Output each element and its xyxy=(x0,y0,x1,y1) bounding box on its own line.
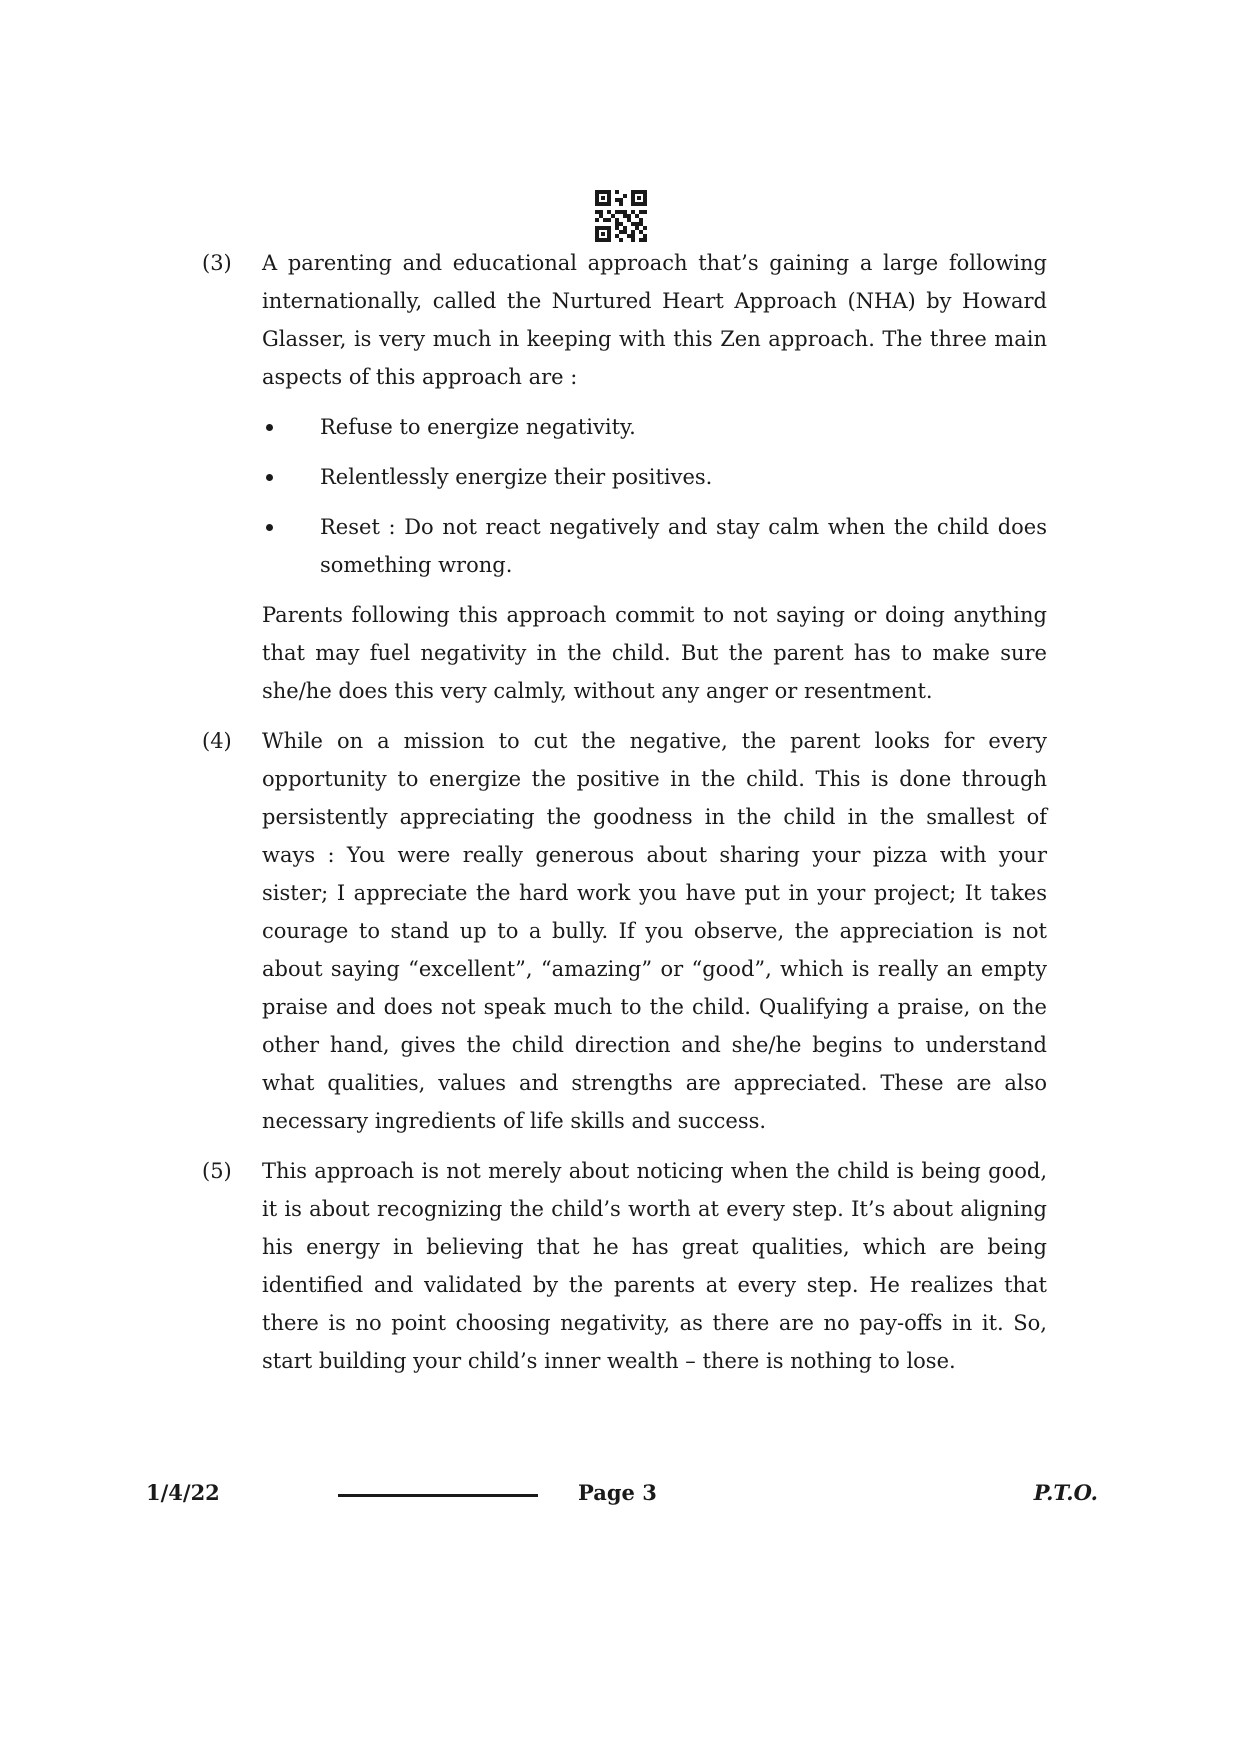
bullet-text: Reset : Do not react negatively and stay calm when the child does something wrong. xyxy=(320,515,1047,577)
paragraph-followup: Parents following this approach commit to not saying or doing anything that may fuel negativity in the child. But the parent has to make sure she/he does this very calmly, without any anger or resentment. xyxy=(262,603,1047,703)
bullet-text: Refuse to energize negativity. xyxy=(320,415,636,439)
list-item xyxy=(262,458,1047,496)
page-footer xyxy=(146,1480,1098,1514)
list-item xyxy=(262,408,1047,446)
paper-code: 1/4/22 xyxy=(146,1480,220,1505)
bullet-list xyxy=(262,408,1047,584)
passage-content xyxy=(202,244,1047,1392)
footer-rule xyxy=(338,1494,538,1497)
page-number: Page 3 xyxy=(578,1480,657,1505)
paragraph-number: (5) xyxy=(202,1159,232,1183)
paragraph-text: While on a mission to cut the negative, the parent looks for every opportunity to energize the positive in the child. This is done through persistently appreciating the goodness in the child in the smallest of ways : You were really generous about sharing your pizza with your sister; I appreciate the hard work you have put in your project; It takes courage to stand up to a bully. If you observe, the appreciation is not about saying “excellent”, “amazing” or “good”, which is really an empty praise and does not speak much to the child. Qualifying a praise, on the other hand, gives the child direction and she/he begins to understand what qualities, values and strengths are appreciated. These are also necessary ingredients of life skills and success. xyxy=(262,729,1047,1133)
bullet-text: Relentlessly energize their positives. xyxy=(320,465,713,489)
paragraph-5 xyxy=(202,1152,1047,1380)
qr-code-icon xyxy=(595,190,647,242)
paragraph-number: (4) xyxy=(202,729,232,753)
bullet-icon xyxy=(266,524,273,531)
list-item xyxy=(262,508,1047,584)
paragraph-text: This approach is not merely about noticing when the child is being good, it is about recognizing the child’s worth at every step. It’s about aligning his energy in believing that he has great qualities, which are being identified and validated by the parents at every step. He realizes that there is no point choosing negativity, as there are no pay-offs in it. So, start building your child’s inner wealth – there is nothing to lose. xyxy=(262,1159,1047,1373)
pto-label: P.T.O. xyxy=(1033,1480,1098,1505)
paragraph-number: (3) xyxy=(202,251,232,275)
bullet-icon xyxy=(266,424,273,431)
paragraph-4 xyxy=(202,722,1047,1140)
paragraph-3 xyxy=(202,244,1047,710)
paragraph-text: A parenting and educational approach that’s gaining a large following internationally, called the Nurtured Heart Approach (NHA) by Howard Glasser, is very much in keeping with this Zen approach. The three main aspects of this approach are : xyxy=(262,251,1047,389)
bullet-icon xyxy=(266,474,273,481)
